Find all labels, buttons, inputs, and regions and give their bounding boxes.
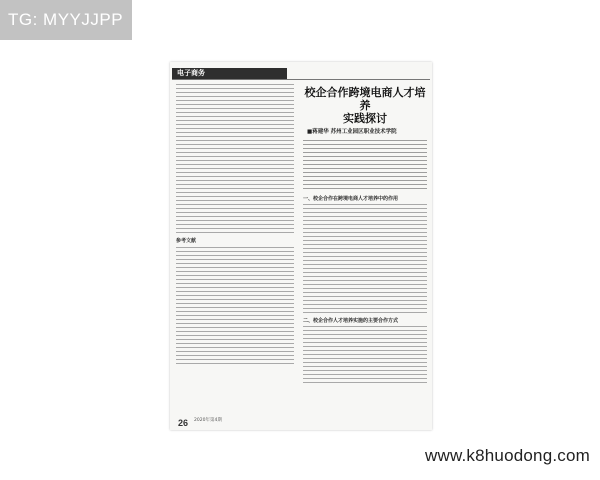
- sub-heading-1: 一、校企合作在跨境电商人才培养中的作用: [303, 196, 399, 202]
- left-text-column: [176, 84, 294, 414]
- badge-text: TG: MYYJJPP: [8, 10, 124, 29]
- right-text-column: [303, 82, 427, 420]
- scanned-magazine-page: [170, 62, 432, 430]
- section-label: 电子商务: [177, 69, 205, 77]
- sub-heading-2: 二、校企合作人才培养实施的主要合作方式: [303, 318, 399, 324]
- telegram-badge: [0, 0, 132, 40]
- watermark-text: www.k8huodong.com: [425, 446, 590, 465]
- page-issue-info: 2020年第4期: [194, 418, 222, 423]
- right-body-text-1: [303, 204, 427, 314]
- article-title-line2: 实践探讨: [343, 112, 387, 125]
- section-divider: [172, 79, 430, 80]
- article-title-line1: 校企合作跨境电商人才培养: [304, 86, 426, 112]
- references-list: [176, 247, 294, 367]
- article-author: ■蒋建华 苏州工业园区职业技术学院: [307, 129, 397, 135]
- article-title: [303, 86, 427, 125]
- section-header-bar: [172, 68, 287, 79]
- references-heading: 参考文献: [176, 238, 197, 244]
- page-number: 26: [178, 418, 189, 428]
- left-body-text: [176, 84, 294, 234]
- article-abstract: [303, 140, 427, 192]
- right-body-text-2: [303, 326, 427, 386]
